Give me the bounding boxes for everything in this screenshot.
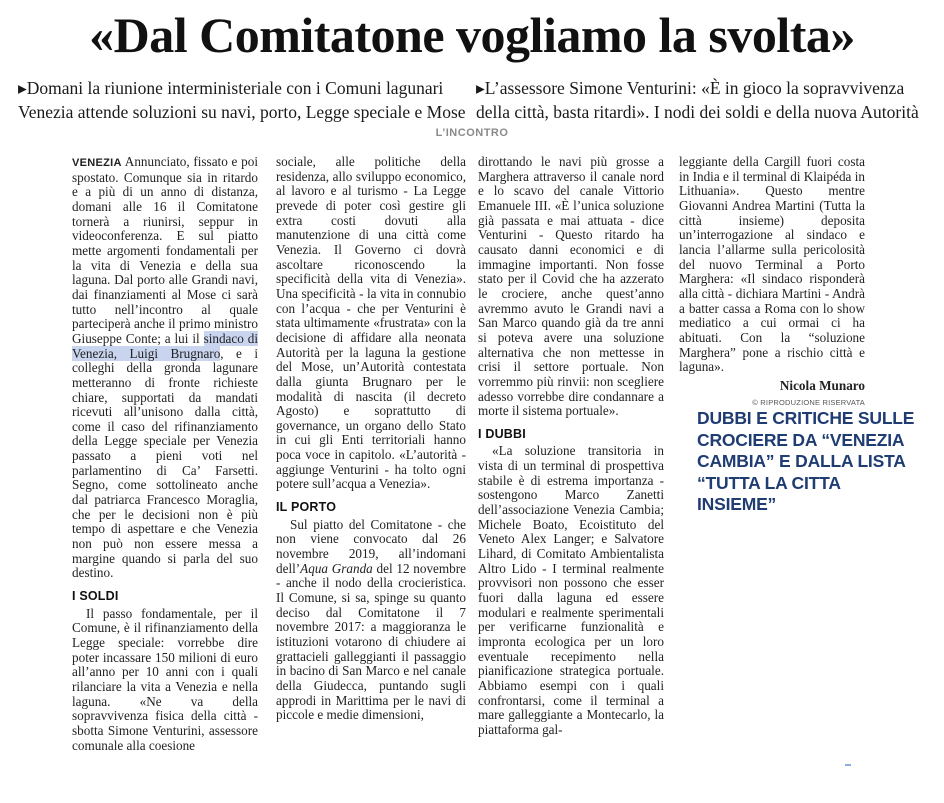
column-4-paragraph: leggiante della Cargill fuori costa in India e il terminal di Klaipéda in Lithuania». Questo mentre Giovanni Andrea Martini (Tutta la città insieme) deposita un’interrogazione al sindaco e lancia l’allarme sulla pericolosità del nuovo Terminal a Porto Marghera: «Il sindaco risponderà alla città - dichiara Martini - Andrà a batter cassa a Roma con lo show mediatico a cui ormai ci ha abituati. Con la “soluzione Marghera” pone a rischio città e laguna». [679, 154, 865, 375]
subtitle-porto: IL PORTO [276, 500, 337, 515]
lead-text: Annunciato, fissato e poi spostato. Comunque sia in ritardo e a più di un anno di distanza, domani alle 16 il Comitatone tornerà a riunirsi, seppur in videoconferenza. E sul piatto mette argomenti fondamentali per la vita di Venezia e della sua laguna. Dal porto alle Grandi navi, dai finanziamenti al Mose ci sarà tutto nell’incontro al quale parteciperà anche il primo ministro Giuseppe Conte; a lui il [72, 154, 258, 346]
article-column-1 [72, 155, 258, 753]
section-tag: L’INCONTRO [435, 127, 509, 139]
subhead-left: ▸Domani la riunione interministeriale con i Comuni lagunari Venezia attende soluzioni su navi, porto, Legge speciale e Mose [18, 78, 466, 122]
copyright-notice: © RIPRODUZIONE RISERVATA [752, 397, 865, 407]
headline: «Dal Comitatone vogliamo la svolta» [89, 7, 855, 63]
porto-text: Sul piatto del Comitatone - che non viene convocato dal 26 novembre 2019, all’indomani dell’ [276, 516, 466, 576]
porto-paragraph [276, 518, 466, 723]
lead-paragraph [72, 155, 258, 581]
porto-italic: Aqua Granda [300, 560, 373, 576]
soldi-paragraph: Il passo fondamentale, per il Comune, è il rifinanziamento della Legge speciale: vorrebbe dire poter incassare 150 milioni di euro all’anno per 10 anni con i quali rilanciare la vita a Venezia e nella laguna. «Ne va della sopravvivenza fisica della città - sbotta Simone Venturini, assessore comunale alla coesione [72, 605, 258, 753]
subtitle-dubbi: I DUBBI [478, 426, 526, 441]
article-column-4 [679, 155, 865, 410]
article-column-3 [478, 155, 664, 738]
sidebox-callout: DUBBI E CRITICHE SULLE CROCIERE DA “VENEZIA CAMBIA” E DALLA LISTA “TUTTA LA CITTA INSIEME” [697, 408, 915, 514]
column-3-paragraph: dirottando le navi più grosse a Marghera attraverso il canale nord e lo scavo del canale Vittorio Emanuele III. «È l’unica soluzione già passata e mai attuata - dice Venturini - Questo ritardo ha causato danni economici e di immagine importanti. Non fosse stato per il Covid che ha azzerato le crociere, anche quest’anno avremmo avuto le Grandi navi a San Marco quando già da tre anni si poteva avere una soluzione alternativa che non mettesse in crisi il settore portuale. Non vorremmo più rinvii: non scegliere adesso vorrebbe dire condannare a morte il sistema portuale». [478, 154, 664, 419]
column-2-paragraph: sociale, alle politiche della residenza, allo sviluppo economico, al lavoro e al turismo - La Legge prevede di poter così gestire gli extra costi dovuti alla manutenzione di una città come Venezia. Il Governo ci dovrà ascoltare riconoscendo la specificità della vita di Venezia». Una specificità - la vita in connubio con l’acqua - che per Venturini è stata ultimamente «frustrata» con la decisione di affidare alla neonata Autorità per la laguna la gestione del Mose, un’Autorità contestata dalla giunta Brugnaro per le modalità di nascita (il decreto Agosto) e soprattutto di governance, un organo dello Stato in cui gli Enti territoriali hanno poca voce in capitolo. «L’autorità - aggiunge Venturini - ha tolto ogni potere sull’acqua a Venezia». [276, 154, 466, 492]
dateline: VENEZIA [72, 157, 122, 169]
author-signature: Nicola Munaro [779, 377, 865, 393]
decorative-dash [845, 764, 851, 766]
article-column-2 [276, 155, 466, 723]
lead-text-continued: , e i colleghi della gronda lagunare metteranno di fronte richieste chiare, supportati da mandati ricevuti all’unisono dalla città, come il caso del rifinanziamento della Legge speciale per Venezia passato a pieni voti nel parlamentino di Ca’ Farsetti. Segno, come sottolineato anche dal patriarca Francesco Moraglia, che per le decisioni non è più tempo di aspettare e che Venezia non può non essere messa a margine quando si parla del suo destino. [72, 345, 258, 581]
highlighted-text[interactable]: sindaco di Venezia, Luigi Brugnaro [72, 330, 258, 361]
dubbi-paragraph: «La soluzione transitoria in vista di un terminal di prospettiva stabile è di estrema importanza - sostengono Marco Zanetti dell’associazione Venezia Cambia; Michele Boato, Ecoistituto del Veneto Alex Langer; e Salvatore Lihard, di Comitato Ambientalista Altro Lido - I terminal realmente provvisori non possono che esser fuori dalla laguna ed essere modulari e realmente sperimentali per verificarne funzionalità e impronta ecologica per un loro eventuale recepimento nella pianificazione strategica portuale. Abbiamo esempi con i quali confrontarsi, come il terminal a mare galleggiante a Montecarlo, la piattaforma gal- [478, 443, 664, 737]
subhead-right: ▸L’assessore Simone Venturini: «È in gioco la sopravvivenza della città, basta ritardi». I nodi dei soldi e della nuova Autorità [476, 78, 919, 122]
subtitle-soldi: I SOLDI [72, 589, 119, 604]
porto-text-continued: del 12 novembre - anche il nodo della crocieristica. Il Comune, si sa, spinge su quanto deciso dal Comitatone il 7 novembre 2017: a maggioranza le istituzioni votarono di chiudere ai grattacieli galleggianti il passaggio in bacino di San Marco e nel canale della Giudecca, puntando sugli approdi in Marittima per le navi di piccole e medie dimensioni, [276, 560, 467, 723]
